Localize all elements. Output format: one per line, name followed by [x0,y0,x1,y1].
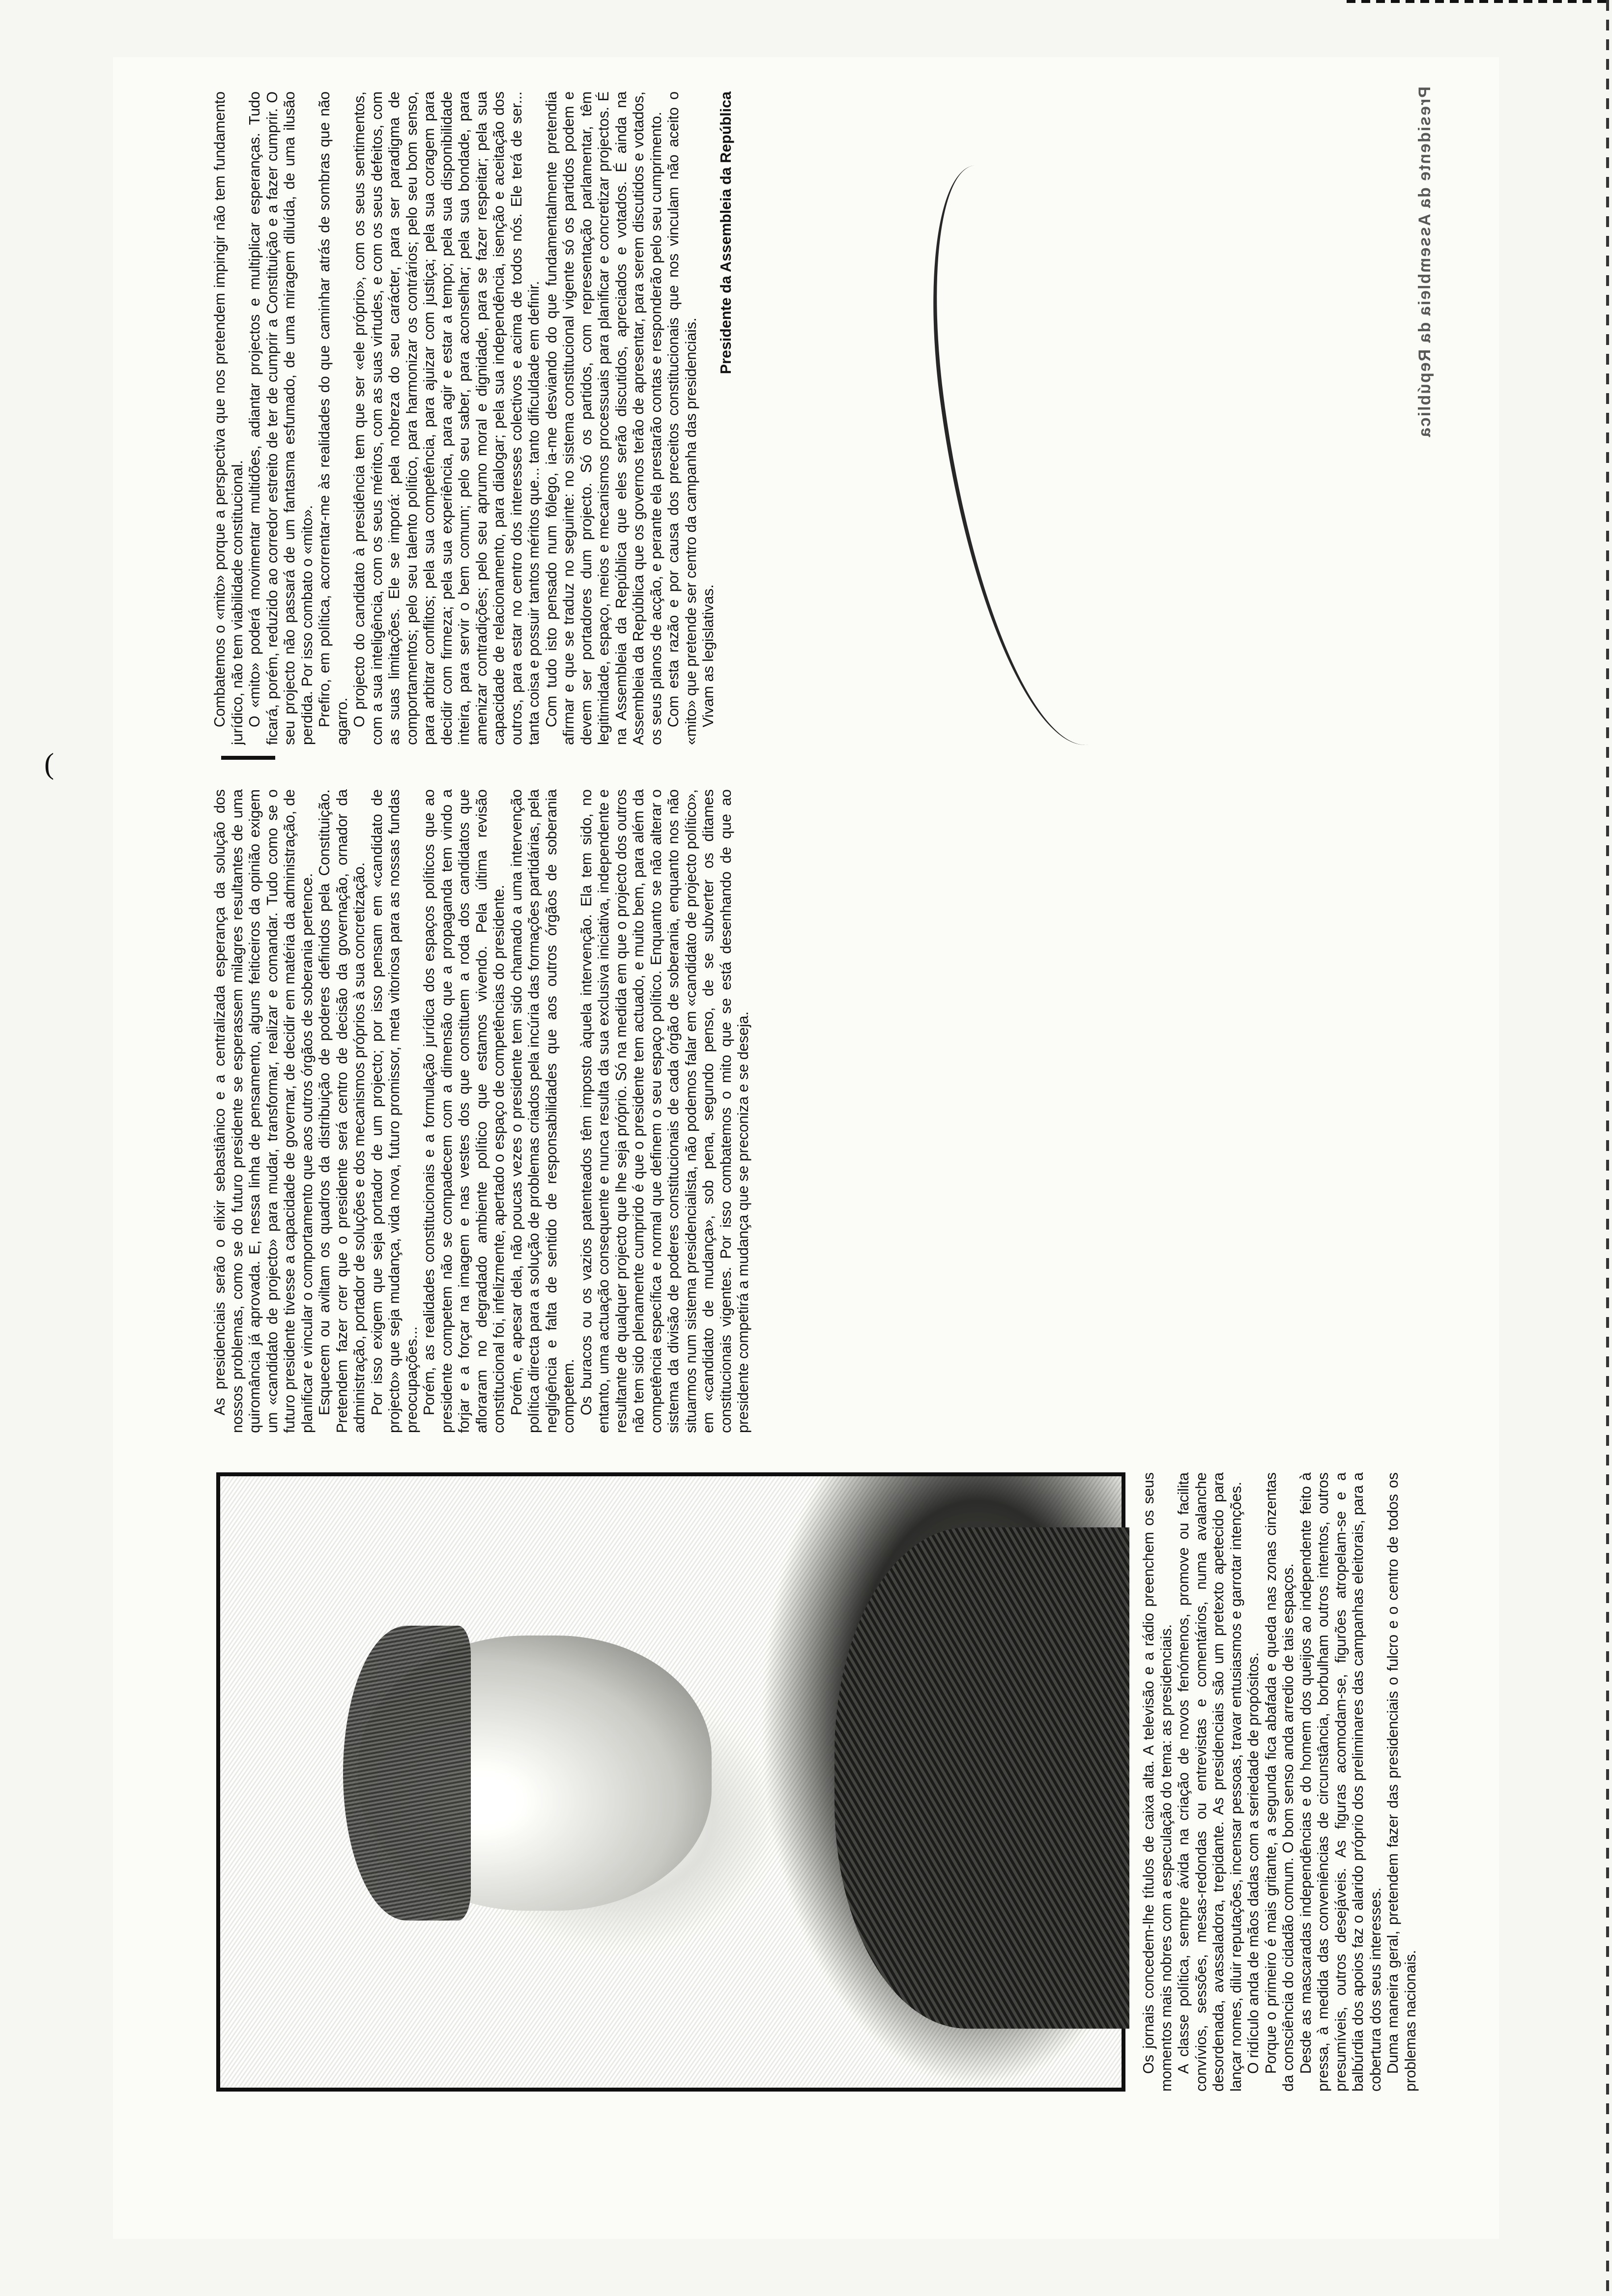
article-paragraph: As presidenciais serão o elixir sebastiânico e a centralizada esperança da solução dos nossos problemas, como se do futuro presidente se esperassem milagres resultantes de uma quiromância já aprovada. E, nessa linha de pensamento, alguns feiticeiros da opinião exigem um «candidato de projecto» para mudar, transformar, realizar e comandar. Tudo como se o futuro presidente tivesse a capacidade de governar, de decidir em matéria da administração, de planificar e vincular o comportamento que aos outros órgãos de soberania pertence. [211,789,316,1433]
article-paragraph: Com esta razão e por causa dos preceitos constitucionais que nos vinculam não aceito o «mito» que pretende ser centro da campanha das presidenciais. [665,91,699,745]
article-paragraph: Os buracos ou os vazios patenteados têm imposto àquela intervenção. Ela tem sido, no entanto, uma actuação consequente e nunca resulta da sua exclusiva iniciativa, independente e resultante de qualquer projecto que lhe seja próprio. Só na medida em que o projecto dos outros não tem sido plenamente cumprido é que o presidente tem actuado, e muito bem, para além da competência específica e normal que definem o seu espaço político. Enquanto se não alterar o sistema da divisão de poderes constitucionais de cada órgão de soberania, enquanto nos não situarmos num sistema presidencialista, não podemos falar em «candidato de projecto político», em «candidato de mudança», sob pena, segundo penso, de se subverter os ditames constitucionais vigentes. Por isso combatemos o mito que se está desenhando de que ao presidente competirá a mudança que se preconiza e se deseja. [577,789,751,1433]
article-paragraph: Porém, e apesar dela, não poucas vezes o presidente tem sido chamado a uma intervenção política directa para a solução de problemas criados pela incúria das formações partidárias, pela negligência e falta de sentido de responsabilidades que aos outros órgãos de soberania competem. [508,789,577,1433]
margin-mark: ( [44,747,54,780]
article-paragraph: Vivam as legislativas. [700,584,717,727]
article-paragraph: O «mito» poderá movimentar multidões, adiantar projectos e multiplicar esperanças. Tudo ficará, porém, reduzido ao corredor estreito de ter de cumprir a Constituição e a fazer cumprir. O seu projecto não passará de um fantasma esfumado, de uma miragem diluída, de uma ilusão perdida. Por isso combato o «mito». [246,91,316,745]
photo-hair [343,1626,471,1921]
article-column-left [1140,1472,1419,2092]
article-paragraph: Desde as mascaradas independências e do homem dos queijos ao independente feito à pressa, à medida das conveniências de circunstância, borbulham outros intentos, outros presumíveis, outros desejáveis. As figuras acomodam-se, figurões atropelam-se e a balbúrdia dos apoios faz o alarido próprio dos preliminares das campanhas eleitorais, para a cobertura dos seus interesses. [1297,1472,1384,2092]
column-rule [221,756,275,760]
article-paragraph: Duma maneira geral, pretendem fazer das presidenciais o fulcro e o centro de todos os problemas nacionais. [1384,1472,1419,2092]
article-paragraph: Esquecem ou aviltam os quadros da distribuição de poderes definidos pela Constituição. Pretendem fazer crer que o presidente será centro de decisão da governação, ornador da administração, portador de soluções e dos mecanismos próprios à sua concretização. [316,789,368,1433]
scan-edge-right [1606,0,1609,2296]
article-paragraph: Prefiro, em política, acorrentar-me às realidades do que caminhar atrás de sombras que não agarro. [316,91,350,745]
article-paragraph: O projecto do candidato à presidência tem que ser «ele próprio», com os seus sentimentos, com a sua inteligência, com os seus méritos, com as suas virtudes, e com os seus defeitos, com as suas limitações. Ele se imporá: pela nobreza do seu carácter, para ser paradigma de comportamentos; pelo seu talento político, para harmonizar os contrários; pelo seu bom senso, para arbitrar conflitos; pela sua competência, para ajuizar com justiça; pela sua coragem para decidir com firmeza; pela sua experiência, para agir e estar a tempo; pela sua disponibilidade inteira, para servir o bem comum; pelo seu saber, para aconselhar; pela sua bondade, para amenizar contradições; pelo seu aprumo moral e dignidade, para se fazer respeitar; pela sua capacidade de relacionamento, para dialogar; pela sua independência, isenção e aceitação dos outros, para estar no centro dos interesses colectivos e acima de todos nós. Ele terá de ser... tanta coisa e possuir tantos méritos que... tanto dificuldade em definir. [351,91,542,745]
photo-shoulders [835,1527,1129,2029]
article-paragraph: Porém, as realidades constitucionais e a formulação jurídica dos espaços políticos que ao presidente competem não se compadecem com a dimensão que a propaganda tem vindo a forjar e a forçar na imagem e nas vestes dos que constituem a roda dos candidatos que afloraram no degradado ambiente político que estamos vivendo. Pela última revisão constitucional foi, infelizmente, apertado o espaço de competências do presidente. [421,789,507,1433]
portrait-photo [216,1472,1125,2092]
bleed-through-text: Presidente da Assembleia da República [1415,86,1434,438]
article-paragraph: Com tudo isto pensado num fôlego, ia-me desviando do que fundamentalmente pretendia afirmar e que se traduz no seguinte: no sistema constitucional vigente só os partidos podem e devem ser portadores dum projecto. Só os partidos, com representação parlamentar, têm legitimidade, espaço, meios e mecanismos processuais para planificar e concretizar projectos. É na Assembleia da República que eles serão discutidos, apreciados e votados. É ainda na Assembleia da República que os governos terão de apresentar, para serem discutidos e votados, os seus planos de acção, e perante ela prestarão contas e responderão pelo seu cumprimento. [543,91,664,745]
article-paragraph: Combatemos o «mito» porque a perspectiva que nos pretendem impingir não tem fundamento jurídico, não tem viabilidade constitucional. [211,91,246,745]
article-paragraph: Por isso exigem que seja portador de um projecto; por isso pensam em «candidato de projecto» que seja mudança, vida nova, futuro promissor, meta vitoriosa para as nossas fundas preocupações... [368,789,420,1433]
newspaper-clipping [113,57,1499,2239]
article-column-right [211,91,1450,745]
article-paragraph: A classe política, sempre ávida na criação de novos fenómenos, promove ou facilita convívios, sessões, mesas-redondas ou entrevistas e comentários, numa avalanche desordenada, avassaladora, trepidante. As presidenciais são um pretexto apetecido para lançar nomes, diluir reputações, incensar pessoas, travar entusiasmos e garrotar intenções. [1175,1472,1244,2092]
article-paragraph: Os jornais concedem-lhe títulos de caixa alta. A televisão e a rádio preenchem os seus momentos mais nobres com a especulação do tema: as presidenciais. [1140,1472,1175,2092]
scan-edge-top [1347,0,1612,3]
signature-line: Presidente da Assembleia da República [717,91,734,374]
article-column-middle [211,789,1430,1433]
article-paragraph: O ridículo anda de mãos dadas com a seriedade de propósitos. [1245,1652,1262,2074]
article-paragraph: Porque o primeiro é mais gritante, a segunda fica abafada e queda nas zonas cinzentas da consciência do cidadão comum. O bom senso anda arredio de tais espaços. [1262,1472,1296,2092]
